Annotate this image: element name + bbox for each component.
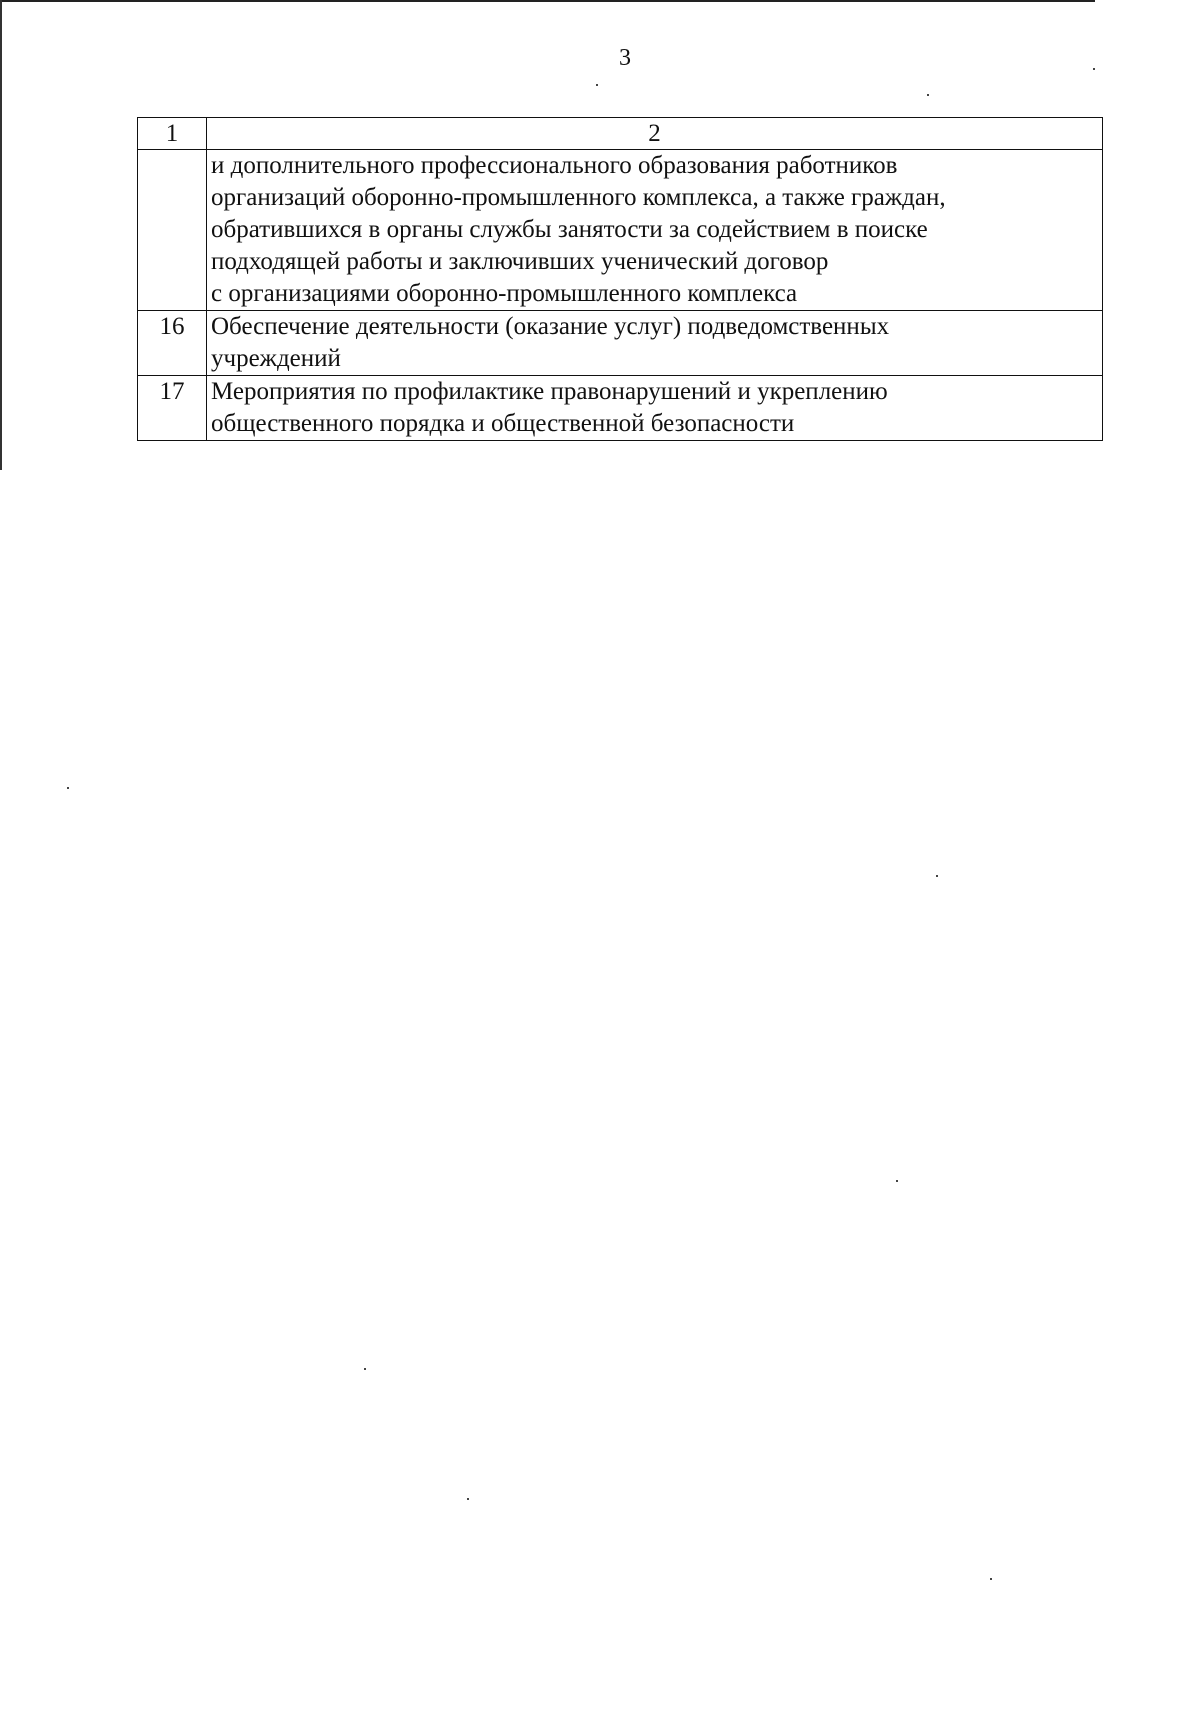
table-row xyxy=(138,311,1103,376)
row-text-line: с организациями оборонно-промышленного комплекса xyxy=(211,280,798,307)
row-number: 17 xyxy=(138,376,207,441)
column-header-number: 1 xyxy=(138,118,207,150)
table-row xyxy=(138,150,1103,311)
scan-speck xyxy=(67,787,69,789)
scan-speck xyxy=(896,1180,898,1182)
page-border-top xyxy=(0,0,1095,2)
row-text-line: обратившихся в органы службы занятости за содействием в поиске xyxy=(211,216,928,243)
row-text-line: подходящей работы и заключивших ученический договор xyxy=(211,248,829,275)
row-text-line: и дополнительного профессионального образования работников xyxy=(211,152,898,179)
table-header-row xyxy=(138,118,1103,150)
scan-speck xyxy=(467,1498,469,1500)
scan-speck xyxy=(596,84,598,86)
row-number: 16 xyxy=(138,311,207,376)
row-text-line: Мероприятия по профилактике правонарушений и укреплению xyxy=(211,378,888,405)
row-text xyxy=(207,311,1103,376)
scan-speck xyxy=(364,1368,366,1370)
row-number xyxy=(138,150,207,311)
row-text xyxy=(207,150,1103,311)
row-text-line: организаций оборонно-промышленного комплекса, а также граждан, xyxy=(211,184,946,211)
row-text xyxy=(207,376,1103,441)
scan-speck xyxy=(1093,68,1095,70)
row-text-line: общественного порядка и общественной безопасности xyxy=(211,410,795,437)
row-text-line: Обеспечение деятельности (оказание услуг) подведомственных xyxy=(211,313,890,340)
row-text-line: учреждений xyxy=(211,345,341,372)
page-number: 3 xyxy=(619,45,631,71)
document-table xyxy=(137,117,1103,441)
scan-speck xyxy=(936,875,938,877)
scan-speck xyxy=(927,94,929,96)
column-header-text: 2 xyxy=(207,118,1103,150)
scan-speck xyxy=(990,1578,992,1580)
table-row xyxy=(138,376,1103,441)
